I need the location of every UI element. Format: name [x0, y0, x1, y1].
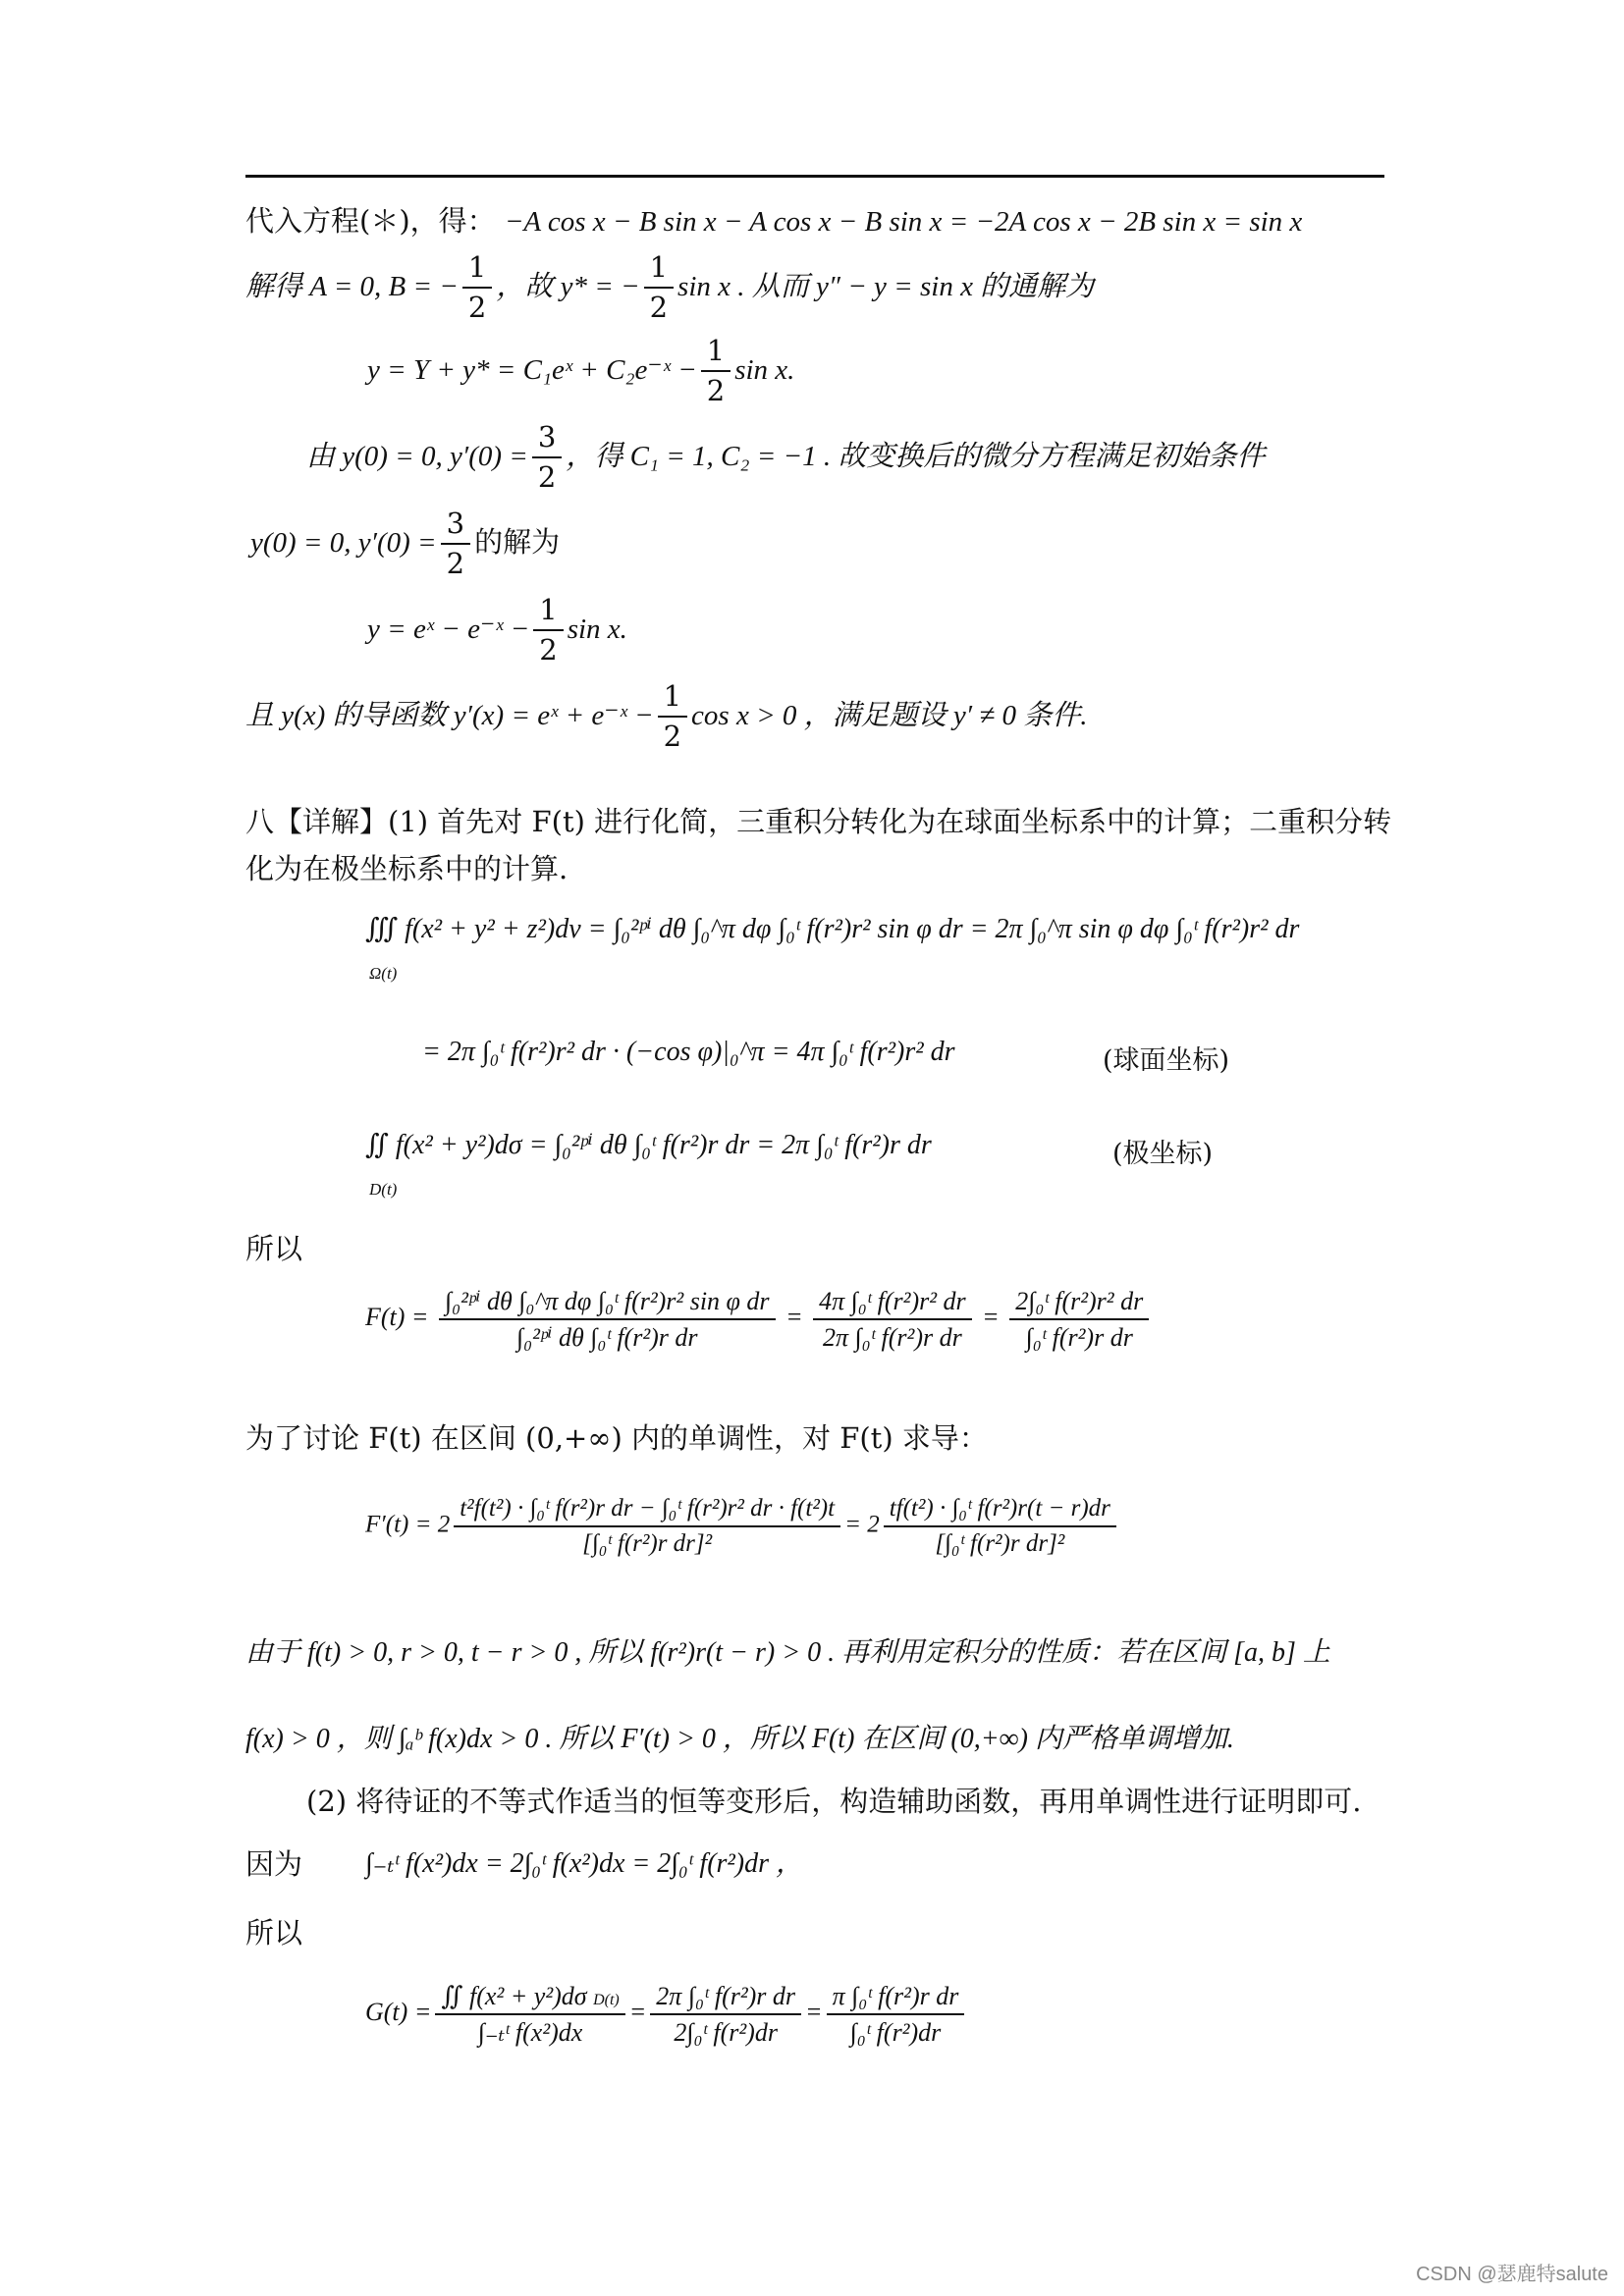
initial-condition-line: 由 y(0) = 0, y′(0) = $\frac{3}{2}$ ，得 C₁ = 1, C₂ = −1 . 故变换后的微分方程满足初始条件	[306, 420, 1266, 494]
double-integral-equation: ∬ f(x² + y²)dσ = ∫₀²ᵖⁱ dθ ∫₀ᵗ f(r²)r dr = 2π ∫₀ᵗ f(r²)r dr	[365, 1130, 932, 1160]
monotonicity-line: 为了讨论 F(t) 在区间 (0,+∞) 内的单调性，对 F(t) 求导：	[245, 1421, 988, 1455]
because-equation: ∫₋ₜᵗ f(x²)dx = 2∫₀ᵗ f(x²)dx = 2∫₀ᵗ f(r²)dr ，	[365, 1848, 804, 1879]
derivative-line: 且 y(x) 的导函数 y′(x) = eˣ + e⁻ˣ − $\frac{1}{2}$ cos x > 0 ，满足题设 y′ ≠ 0 条件.	[245, 679, 1088, 753]
solve-line: 解得 A = 0, B = − $\frac{1}{2}$ ，故 y* = − $\frac{1}{2}$ sin x . 从而 y″ − y = sin x 的通解为	[245, 250, 1095, 324]
section-8-heading-2: 化为在极坐标系中的计算.	[245, 852, 568, 885]
triple-integral-equation: ∭ f(x² + y² + z²)dv = ∫₀²ᵖⁱ dθ ∫₀^π dφ ∫₀ᵗ f(r²)r² sin φ dr = 2π ∫₀^π sin φ dφ ∫₀ᵗ f(r²)r² dr	[365, 914, 1300, 944]
particular-solution: y = eˣ − e⁻ˣ − $\frac{1}{2}$ sin x.	[367, 593, 627, 667]
since-line-2: f(x) > 0 ，则 ∫ₐᵇ f(x)dx > 0 . 所以 F′(t) > 0 ，所以 F(t) 在区间 (0,+∞) 内严格单调增加.	[245, 1724, 1234, 1754]
header-rule	[245, 175, 1384, 178]
polar-tag: (极坐标)	[1112, 1139, 1214, 1169]
therefore-1: 所以	[245, 1232, 303, 1265]
F-derivative-equation: F′(t) = 2 $\frac{\text{t²f(t²) · ∫₀ᵗ f(r²)r dr − ∫₀ᵗ f(r²)r² dr · f(t²)t}}{\text{[∫₀ᵗ f(r²)r dr]²}}$ = 2 $\frac{\text{tf(t²) · ∫₀ᵗ f(r²)r(t − r)dr}}{\text{[∫₀ᵗ f(r²)r dr]²}}$	[365, 1494, 1120, 1559]
F-equation: F(t) = $\frac{\text{∫₀²ᵖⁱ dθ ∫₀\textasciicircum{}π dφ ∫₀ᵗ f(r²)r² sin φ dr}}{\text{∫₀²ᵖⁱ dθ ∫₀ᵗ f(r²)r dr}}$ = $\frac{\text{4π ∫₀ᵗ f(r²)r² dr}}{\text{2π ∫₀ᵗ f(r²)r dr}}$ = $\frac{\text{2∫₀ᵗ f(r²)r² dr}}{\text{∫₀ᵗ f(r²)r dr}}$	[365, 1286, 1153, 1353]
substitution-text: 代入方程(＊)，得：	[245, 204, 496, 238]
omega-subscript: Ω(t)	[369, 964, 398, 983]
substitution-equation: −A cos x − B sin x − A cos x − B sin x = −2A cos x − 2B sin x = sin x	[504, 206, 1303, 238]
section-8-heading: 八【详解】(1) 首先对 F(t) 进行化简，三重积分转化为在球面坐标系中的计算；二重积分转	[245, 805, 1392, 838]
d-subscript: D(t)	[369, 1180, 398, 1199]
general-solution: y = Y + y* = C₁eˣ + C₂e⁻ˣ − $\frac{1}{2}$ sin x.	[367, 334, 795, 407]
spherical-tag: (球面坐标)	[1103, 1045, 1230, 1076]
substitution-line	[245, 204, 1302, 240]
part-2-line: (2) 将待证的不等式作适当的恒等变形后，构造辅助函数，再用单调性进行证明即可.	[306, 1785, 1362, 1818]
G-equation: G(t) = $\frac{\text{∬ f(x² + y²)dσ D(t)}}{\text{∫₋ₜᵗ f(x²)dx}}$ = $\frac{\text{2π ∫₀ᵗ f(r²)r dr}}{\text{2∫₀ᵗ f(r²)dr}}$ = $\frac{\text{π ∫₀ᵗ f(r²)r dr}}{\text{∫₀ᵗ f(r²)dr}}$	[365, 1981, 968, 2048]
csdn-watermark: CSDN @瑟鹿特salute	[1416, 2264, 1608, 2285]
because-label: 因为	[245, 1847, 303, 1881]
therefore-2: 所以	[245, 1916, 303, 1949]
initial-condition-line-2: y(0) = 0, y′(0) = $\frac{3}{2}$ 的解为	[250, 507, 561, 580]
spherical-result: = 2π ∫₀ᵗ f(r²)r² dr · (−cos φ)|₀^π = 4π ∫₀ᵗ f(r²)r² dr	[422, 1037, 955, 1067]
since-line-1: 由于 f(t) > 0, r > 0, t − r > 0 , 所以 f(r²)r(t − r) > 0 . 再利用定积分的性质：若在区间 [a, b] 上	[245, 1637, 1330, 1668]
